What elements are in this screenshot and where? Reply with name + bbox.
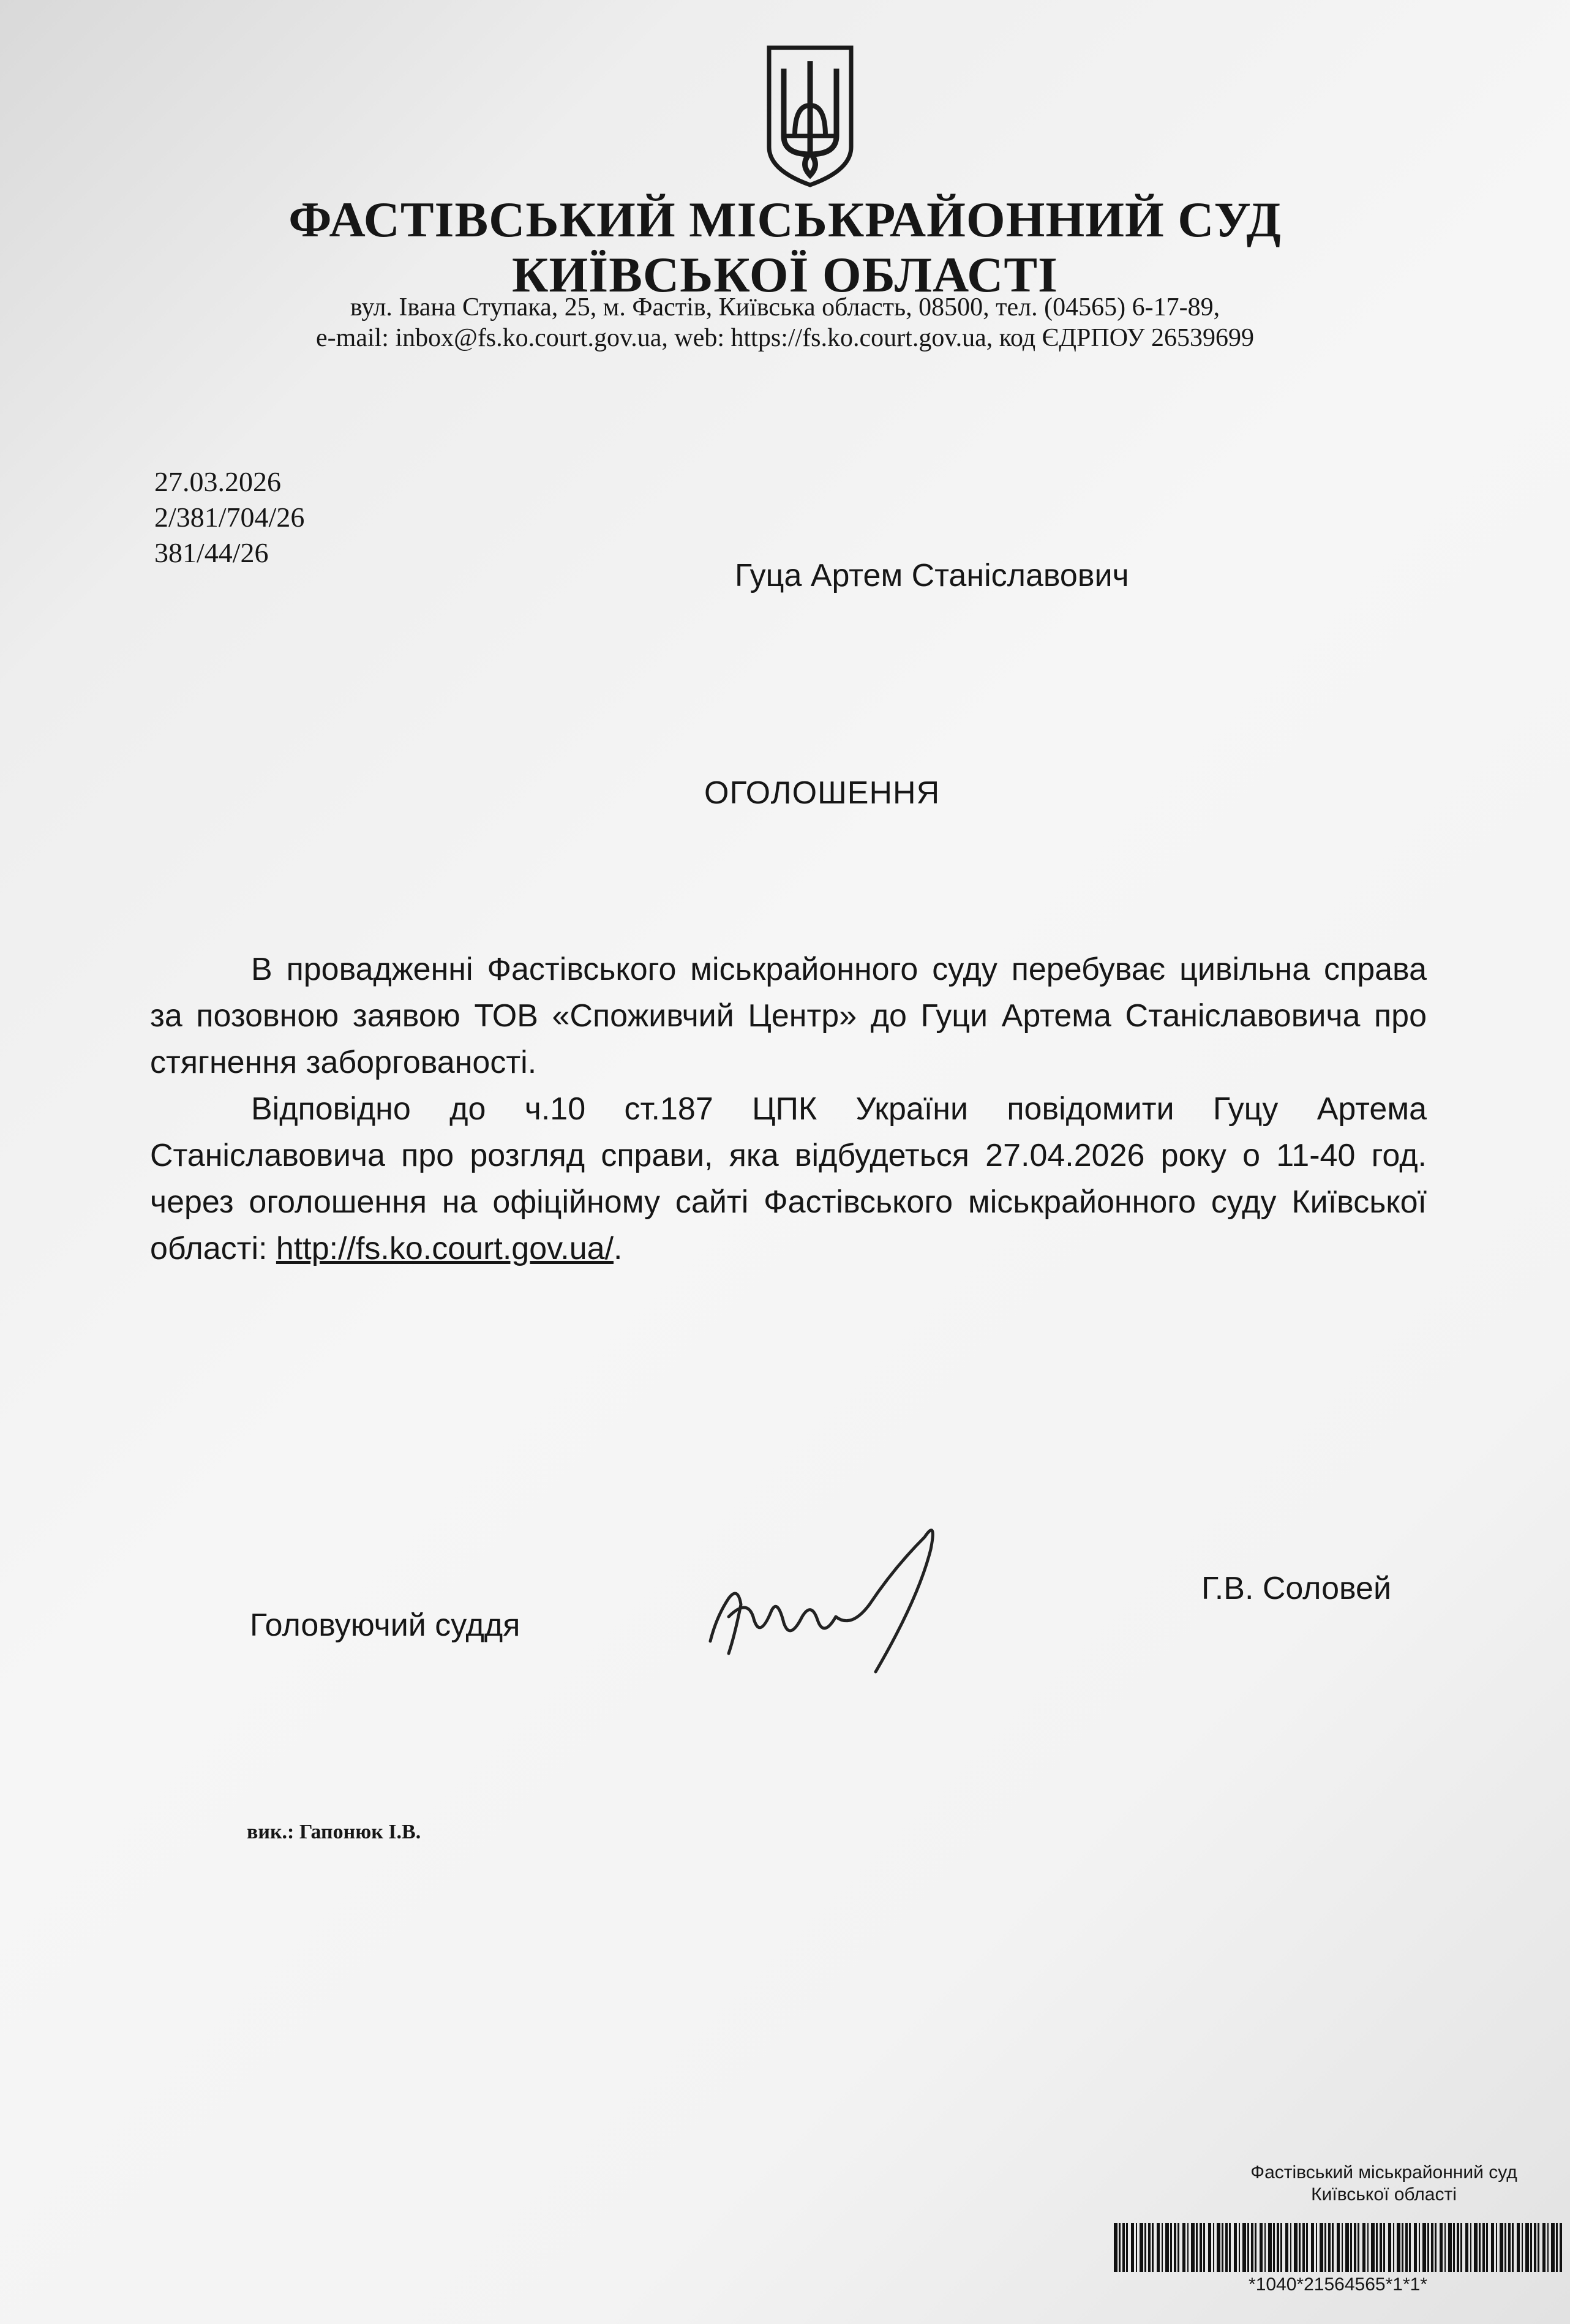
barcode-bar [1332, 2223, 1334, 2272]
barcode-bar [1414, 2223, 1417, 2272]
barcode-bar [1157, 2223, 1160, 2272]
barcode-number: *1040*21564565*1*1* [1249, 2274, 1427, 2295]
judge-name: Г.В. Соловей [1201, 1571, 1392, 1606]
barcode-bar [1148, 2223, 1151, 2272]
barcode-bar [1273, 2223, 1275, 2272]
barcode-bar [1337, 2223, 1340, 2272]
barcode-bar [1131, 2223, 1134, 2272]
barcode-bar [1393, 2223, 1394, 2272]
barcode-bar [1165, 2223, 1169, 2272]
barcode-bar [1299, 2223, 1301, 2272]
barcode-bar [1500, 2223, 1503, 2272]
barcode-bar [1178, 2223, 1179, 2272]
barcode-bar [1538, 2223, 1539, 2272]
barcode-bar [1122, 2223, 1125, 2272]
barcode-bar [1222, 2223, 1223, 2272]
barcode-bar [1508, 2223, 1511, 2272]
barcode-bar [1534, 2223, 1536, 2272]
body-paragraph-2-text: Відповідно до ч.10 ст.187 ЦПК України повідомити Гуцу Артема Станіславовича про розгляд справи, яка відбудеться 27.04.2026 року о 11-40 год. через оголошення на офіційному сайті Фастівського міськрайонного суду Київської області: [150, 1091, 1427, 1266]
barcode-bar [1431, 2223, 1433, 2272]
barcode-bar [1409, 2223, 1411, 2272]
barcode-bar [1242, 2223, 1246, 2272]
barcode-bar [1320, 2223, 1323, 2272]
trident-emblem-icon [764, 44, 856, 189]
barcode-bar [1435, 2223, 1437, 2272]
barcode-bar [1144, 2223, 1146, 2272]
barcode-bar [1170, 2223, 1172, 2272]
barcode-bar [1174, 2223, 1176, 2272]
barcode-bar [1358, 2223, 1359, 2272]
barcode-bar [1140, 2223, 1143, 2272]
barcode-bar [1470, 2223, 1471, 2272]
court-address: вул. Івана Ступака, 25, м. Фастів, Київська область, 08500, тел. (04565) 6-17-89, [350, 293, 1220, 322]
stamp-court-name [1225, 2162, 1543, 2206]
barcode-bar [1251, 2223, 1253, 2272]
barcode-bar [1200, 2223, 1202, 2272]
barcode-bar [1247, 2223, 1249, 2272]
barcode-bar [1311, 2223, 1314, 2272]
barcode-bar [1285, 2223, 1288, 2272]
court-website-link[interactable]: http://fs.ko.court.gov.ua/ [276, 1231, 614, 1266]
barcode-bar [1465, 2223, 1468, 2272]
barcode-bar [1419, 2223, 1420, 2272]
barcode-bar [1547, 2223, 1549, 2272]
document-date: 27.03.2026 [154, 466, 281, 497]
barcode-bar [1217, 2223, 1220, 2272]
barcode-bar [1380, 2223, 1382, 2272]
barcode-bar [1486, 2223, 1488, 2272]
barcode-bar [1152, 2223, 1154, 2272]
barcode-bar [1290, 2223, 1291, 2272]
barcode-bar [1376, 2223, 1378, 2272]
barcode-bar [1126, 2223, 1128, 2272]
barcode-bar [1371, 2223, 1375, 2272]
barcode-bar [1422, 2223, 1426, 2272]
barcode-bar [1119, 2223, 1121, 2272]
barcode-bar [1255, 2223, 1256, 2272]
barcode-bar [1444, 2223, 1446, 2272]
barcode-bar [1316, 2223, 1317, 2272]
barcode-bar [1517, 2223, 1520, 2272]
announcement-body [150, 946, 1427, 1272]
barcode-bar [1208, 2223, 1211, 2272]
judge-role: Головуючий суддя [250, 1608, 520, 1643]
barcode-bar [1402, 2223, 1403, 2272]
barcode-bar [1427, 2223, 1429, 2272]
case-number: 2/381/704/26 [154, 502, 305, 533]
barcode-bar [1496, 2223, 1497, 2272]
stamp-court-line1: Фастівський міськрайонний суд [1250, 2162, 1517, 2183]
barcode-bar [1280, 2223, 1282, 2272]
executor-name: вик.: Гапонюк І.В. [247, 1821, 421, 1843]
barcode-bar [1136, 2223, 1137, 2272]
addressee-name: Гуца Артем Станіславович [735, 558, 1129, 593]
registration-number: 381/44/26 [154, 537, 269, 568]
barcode-bar [1342, 2223, 1343, 2272]
barcode-bar [1268, 2223, 1272, 2272]
barcode-bar [1182, 2223, 1185, 2272]
barcode-bar [1345, 2223, 1349, 2272]
barcode-bar [1213, 2223, 1214, 2272]
barcode-bar [1191, 2223, 1195, 2272]
barcode-bar [1448, 2223, 1452, 2272]
barcode-bar [1114, 2223, 1117, 2272]
barcode-bar [1306, 2223, 1308, 2272]
handwritten-signature [692, 1494, 974, 1678]
barcode-bar [1162, 2223, 1163, 2272]
barcode-bar [1453, 2223, 1455, 2272]
barcode-bar [1491, 2223, 1494, 2272]
barcode-bar [1350, 2223, 1352, 2272]
barcode-bar [1234, 2223, 1237, 2272]
barcode-bar [1239, 2223, 1240, 2272]
barcode-bar [1479, 2223, 1481, 2272]
barcode-bar [1383, 2223, 1385, 2272]
barcode-bar [1277, 2223, 1279, 2272]
barcode-bar [1551, 2223, 1555, 2272]
barcode-bar [1530, 2223, 1532, 2272]
barcode-bar [1397, 2223, 1400, 2272]
body-paragraph-2 [150, 1086, 1427, 1272]
barcode-bar [1460, 2223, 1462, 2272]
body-paragraph-1: В провадженні Фастівського міськрайонного суду перебуває цивільна справа за позовною заявою ТОВ «Споживчий Центр» до Гуци Артема Станіславовича про стягнення заборгованості. [150, 952, 1427, 1080]
barcode-bar [1440, 2223, 1443, 2272]
barcode-bar [1457, 2223, 1459, 2272]
barcode-bar [1196, 2223, 1198, 2272]
barcode-bar [1229, 2223, 1231, 2272]
barcode-bar [1294, 2223, 1298, 2272]
barcode-bar [1525, 2223, 1529, 2272]
barcode-bar [1328, 2223, 1331, 2272]
barcode-bar [1187, 2223, 1189, 2272]
court-name-line1: ФАСТІВСЬКИЙ МІСЬКРАЙОННИЙ СУД [288, 192, 1282, 247]
barcode-bar [1474, 2223, 1478, 2272]
barcode-bar [1542, 2223, 1546, 2272]
stamp-court-line2: Київської області [1311, 2184, 1457, 2205]
barcode-bar [1556, 2223, 1558, 2272]
barcode [1111, 2223, 1564, 2272]
barcode-bar [1324, 2223, 1326, 2272]
barcode-bar [1388, 2223, 1391, 2272]
barcode-bar [1225, 2223, 1228, 2272]
barcode-bar [1302, 2223, 1305, 2272]
barcode-bar [1203, 2223, 1205, 2272]
body-paragraph-2-end: . [614, 1231, 623, 1266]
barcode-bar [1362, 2223, 1365, 2272]
court-contacts: e-mail: inbox@fs.ko.court.gov.ua, web: https://fs.ko.court.gov.ua, код ЄДРПОУ 26539699 [316, 324, 1254, 352]
document-title: ОГОЛОШЕННЯ [704, 775, 941, 811]
barcode-bar [1512, 2223, 1514, 2272]
barcode-bar [1482, 2223, 1485, 2272]
court-name-line2: КИЇВСЬКОЇ ОБЛАСТІ [512, 247, 1058, 303]
barcode-bar [1522, 2223, 1523, 2272]
barcode-bar [1264, 2223, 1266, 2272]
barcode-bar [1560, 2223, 1562, 2272]
barcode-bar [1367, 2223, 1369, 2272]
barcode-bar [1405, 2223, 1408, 2272]
barcode-bar [1354, 2223, 1356, 2272]
barcode-bar [1260, 2223, 1263, 2272]
barcode-bar [1504, 2223, 1506, 2272]
